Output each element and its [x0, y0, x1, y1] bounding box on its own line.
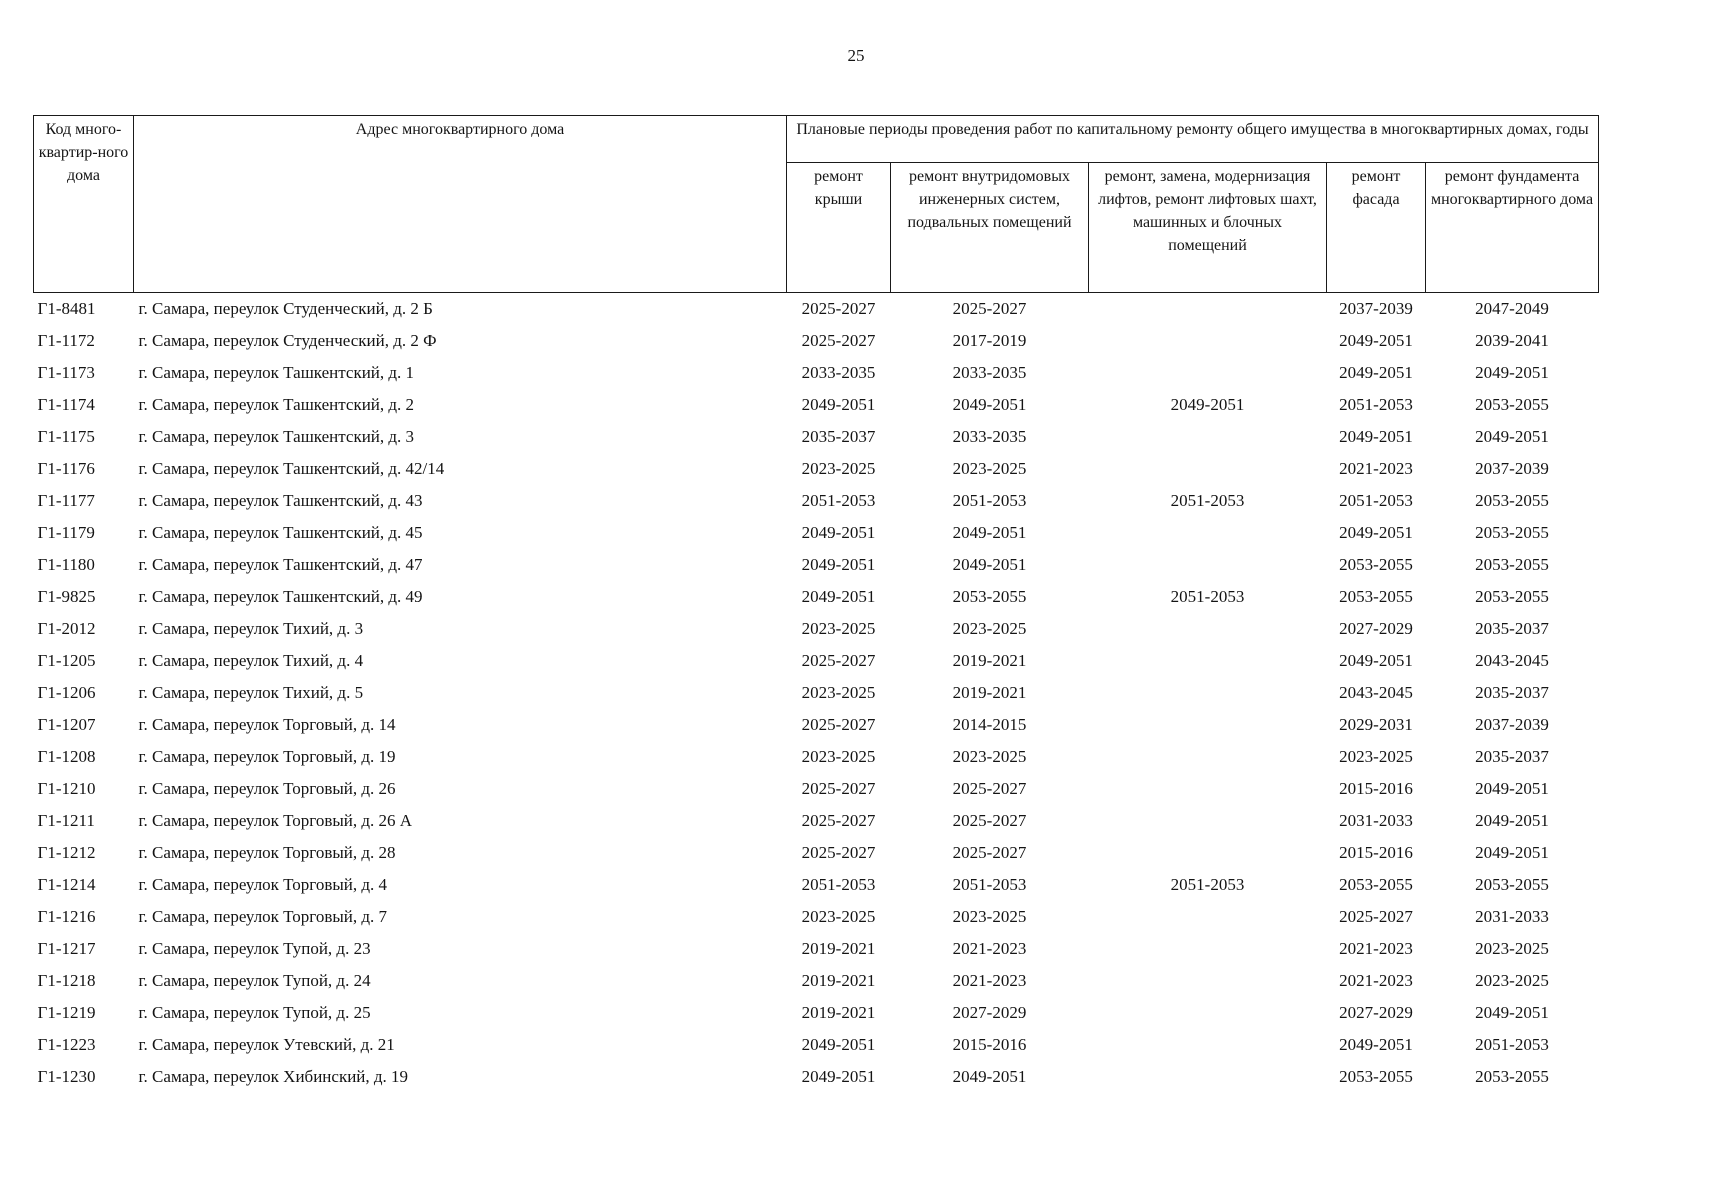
- elevator-period-cell: [1089, 837, 1327, 869]
- roof-period-cell: 2049-2051: [801, 523, 876, 542]
- elevator-period-cell: [1089, 901, 1327, 933]
- foundation-period-cell: 2037-2039: [1475, 459, 1549, 478]
- foundation-period-cell: 2023-2025: [1475, 971, 1549, 990]
- address-cell: г. Самара, переулок Торговый, д. 14: [138, 715, 396, 734]
- header-engineering-repair: ремонт внутридомовых инженерных систем, подвальных помещений: [891, 163, 1089, 293]
- facade-period-cell: 2051-2053: [1339, 491, 1413, 510]
- foundation-period-cell: 2053-2055: [1475, 555, 1549, 574]
- header-address: Адрес многоквартирного дома: [134, 116, 787, 293]
- address-cell: г. Самара, переулок Студенческий, д. 2 Ф: [138, 331, 437, 350]
- elevator-period-cell: [1089, 421, 1327, 453]
- address-cell: г. Самара, переулок Ташкентский, д. 3: [138, 427, 415, 446]
- page-number: 25: [847, 46, 865, 65]
- roof-period-cell: 2049-2051: [801, 1035, 876, 1054]
- roof-period-cell: 2049-2051: [801, 1067, 876, 1086]
- foundation-period-cell: 2031-2033: [1475, 907, 1549, 926]
- engineering-period-cell: 2021-2023: [952, 971, 1027, 990]
- table-row: [34, 805, 1599, 837]
- engineering-period-cell: 2021-2023: [952, 939, 1027, 958]
- engineering-period-cell: 2051-2053: [952, 875, 1027, 894]
- address-cell: г. Самара, переулок Тихий, д. 3: [138, 619, 364, 638]
- roof-period-cell: 2023-2025: [801, 619, 876, 638]
- engineering-period-cell: 2023-2025: [952, 907, 1027, 926]
- roof-period-cell: 2023-2025: [801, 907, 876, 926]
- roof-period-cell: 2025-2027: [801, 715, 876, 734]
- roof-period-cell: 2023-2025: [801, 683, 876, 702]
- table-body: [34, 293, 1599, 1094]
- facade-period-cell: 2049-2051: [1339, 523, 1413, 542]
- foundation-period-cell: 2051-2053: [1475, 1035, 1549, 1054]
- header-facade-repair: ремонт фасада: [1327, 163, 1426, 293]
- elevator-period-cell: [1089, 293, 1327, 326]
- roof-period-cell: 2025-2027: [801, 779, 876, 798]
- building-code-cell: Г1-1205: [37, 651, 96, 670]
- address-cell: г. Самара, переулок Торговый, д. 28: [138, 843, 396, 862]
- foundation-period-cell: 2043-2045: [1475, 651, 1549, 670]
- foundation-period-cell: 2023-2025: [1475, 939, 1549, 958]
- foundation-period-cell: 2053-2055: [1475, 587, 1549, 606]
- address-cell: г. Самара, переулок Торговый, д. 26: [138, 779, 396, 798]
- foundation-period-cell: 2053-2055: [1475, 875, 1549, 894]
- facade-period-cell: 2053-2055: [1339, 875, 1413, 894]
- table-row: [34, 837, 1599, 869]
- address-cell: г. Самара, переулок Ташкентский, д. 43: [138, 491, 423, 510]
- roof-period-cell: 2019-2021: [801, 971, 876, 990]
- address-cell: г. Самара, переулок Тупой, д. 25: [138, 1003, 371, 1022]
- building-code-cell: Г1-2012: [37, 619, 96, 638]
- address-cell: г. Самара, переулок Ташкентский, д. 49: [138, 587, 423, 606]
- header-building-code: Код много-квартир-ного дома: [34, 116, 134, 293]
- building-code-cell: Г1-1230: [37, 1067, 96, 1086]
- roof-period-cell: 2049-2051: [801, 555, 876, 574]
- foundation-period-cell: 2049-2051: [1475, 779, 1549, 798]
- elevator-period-cell: [1089, 805, 1327, 837]
- engineering-period-cell: 2033-2035: [952, 427, 1027, 446]
- table-row: [34, 997, 1599, 1029]
- roof-period-cell: 2023-2025: [801, 747, 876, 766]
- facade-period-cell: 2051-2053: [1339, 395, 1413, 414]
- address-cell: г. Самара, переулок Тихий, д. 5: [138, 683, 364, 702]
- elevator-period-cell: [1089, 709, 1327, 741]
- address-cell: г. Самара, переулок Тихий, д. 4: [138, 651, 364, 670]
- foundation-period-cell: 2049-2051: [1475, 843, 1549, 862]
- header-roof-repair: ремонт крыши: [787, 163, 891, 293]
- elevator-period-cell: 2049-2051: [1170, 395, 1245, 414]
- facade-period-cell: 2049-2051: [1339, 363, 1413, 382]
- roof-period-cell: 2025-2027: [801, 811, 876, 830]
- building-code-cell: Г1-1176: [37, 459, 95, 478]
- engineering-period-cell: 2025-2027: [952, 299, 1027, 318]
- engineering-period-cell: 2014-2015: [952, 715, 1027, 734]
- engineering-period-cell: 2049-2051: [952, 523, 1027, 542]
- address-cell: г. Самара, переулок Ташкентский, д. 45: [138, 523, 423, 542]
- elevator-period-cell: [1089, 1061, 1327, 1093]
- engineering-period-cell: 2015-2016: [952, 1035, 1027, 1054]
- facade-period-cell: 2015-2016: [1339, 843, 1413, 862]
- elevator-period-cell: 2051-2053: [1170, 875, 1245, 894]
- address-cell: г. Самара, переулок Торговый, д. 19: [138, 747, 396, 766]
- foundation-period-cell: 2035-2037: [1475, 683, 1549, 702]
- facade-period-cell: 2049-2051: [1339, 651, 1413, 670]
- table-row: [34, 901, 1599, 933]
- facade-period-cell: 2053-2055: [1339, 555, 1413, 574]
- facade-period-cell: 2049-2051: [1339, 1035, 1413, 1054]
- facade-period-cell: 2025-2027: [1339, 907, 1413, 926]
- table-row: [34, 773, 1599, 805]
- building-code-cell: Г1-1180: [37, 555, 95, 574]
- building-code-cell: Г1-1177: [37, 491, 95, 510]
- table-row: [34, 357, 1599, 389]
- roof-period-cell: 2023-2025: [801, 459, 876, 478]
- engineering-period-cell: 2019-2021: [952, 651, 1027, 670]
- foundation-period-cell: 2049-2051: [1475, 811, 1549, 830]
- repair-schedule-table: [33, 115, 1599, 1093]
- address-cell: г. Самара, переулок Тупой, д. 24: [138, 971, 371, 990]
- facade-period-cell: 2015-2016: [1339, 779, 1413, 798]
- roof-period-cell: 2033-2035: [801, 363, 876, 382]
- elevator-period-cell: [1089, 997, 1327, 1029]
- elevator-period-cell: [1089, 453, 1327, 485]
- table-row: [34, 933, 1599, 965]
- elevator-period-cell: [1089, 741, 1327, 773]
- roof-period-cell: 2025-2027: [801, 331, 876, 350]
- engineering-period-cell: 2049-2051: [952, 1067, 1027, 1086]
- foundation-period-cell: 2053-2055: [1475, 1067, 1549, 1086]
- engineering-period-cell: 2025-2027: [952, 811, 1027, 830]
- facade-period-cell: 2027-2029: [1339, 619, 1413, 638]
- facade-period-cell: 2021-2023: [1339, 971, 1413, 990]
- building-code-cell: Г1-1174: [37, 395, 95, 414]
- elevator-period-cell: [1089, 357, 1327, 389]
- table-row: [34, 741, 1599, 773]
- building-code-cell: Г1-1172: [37, 331, 95, 350]
- address-cell: г. Самара, переулок Хибинский, д. 19: [138, 1067, 409, 1086]
- table-row: [34, 965, 1599, 997]
- engineering-period-cell: 2023-2025: [952, 459, 1027, 478]
- building-code-cell: Г1-9825: [37, 587, 96, 606]
- building-code-cell: Г1-1179: [37, 523, 95, 542]
- engineering-period-cell: 2017-2019: [952, 331, 1027, 350]
- facade-period-cell: 2023-2025: [1339, 747, 1413, 766]
- address-cell: г. Самара, переулок Ташкентский, д. 1: [138, 363, 415, 382]
- elevator-period-cell: [1089, 1029, 1327, 1061]
- foundation-period-cell: 2053-2055: [1475, 523, 1549, 542]
- building-code-cell: Г1-1212: [37, 843, 96, 862]
- engineering-period-cell: 2019-2021: [952, 683, 1027, 702]
- building-code-cell: Г1-1218: [37, 971, 96, 990]
- table-row: [34, 389, 1599, 421]
- roof-period-cell: 2035-2037: [801, 427, 876, 446]
- facade-period-cell: 2049-2051: [1339, 331, 1413, 350]
- address-cell: г. Самара, переулок Ташкентский, д. 42/14: [138, 459, 445, 478]
- table-row: [34, 1029, 1599, 1061]
- address-cell: г. Самара, переулок Торговый, д. 26 А: [138, 811, 413, 830]
- engineering-period-cell: 2023-2025: [952, 747, 1027, 766]
- facade-period-cell: 2053-2055: [1339, 587, 1413, 606]
- facade-period-cell: 2043-2045: [1339, 683, 1413, 702]
- roof-period-cell: 2025-2027: [801, 299, 876, 318]
- address-cell: г. Самара, переулок Утевский, д. 21: [138, 1035, 395, 1054]
- table-row: [34, 517, 1599, 549]
- building-code-cell: Г1-1210: [37, 779, 96, 798]
- roof-period-cell: 2051-2053: [801, 875, 876, 894]
- engineering-period-cell: 2053-2055: [952, 587, 1027, 606]
- table-row: [34, 1061, 1599, 1093]
- facade-period-cell: 2027-2029: [1339, 1003, 1413, 1022]
- table-row: [34, 549, 1599, 581]
- facade-period-cell: 2049-2051: [1339, 427, 1413, 446]
- roof-period-cell: 2025-2027: [801, 651, 876, 670]
- table-row: [34, 421, 1599, 453]
- elevator-period-cell: [1089, 645, 1327, 677]
- building-code-cell: Г1-1211: [37, 811, 95, 830]
- engineering-period-cell: 2025-2027: [952, 843, 1027, 862]
- table-row: [34, 581, 1599, 613]
- foundation-period-cell: 2047-2049: [1475, 299, 1549, 318]
- facade-period-cell: 2037-2039: [1339, 299, 1413, 318]
- roof-period-cell: 2049-2051: [801, 587, 876, 606]
- building-code-cell: Г1-1173: [37, 363, 95, 382]
- table-row: [34, 613, 1599, 645]
- table-row: [34, 485, 1599, 517]
- table-row: [34, 709, 1599, 741]
- address-cell: г. Самара, переулок Тупой, д. 23: [138, 939, 371, 958]
- address-cell: г. Самара, переулок Торговый, д. 7: [138, 907, 388, 926]
- roof-period-cell: 2049-2051: [801, 395, 876, 414]
- engineering-period-cell: 2033-2035: [952, 363, 1027, 382]
- roof-period-cell: 2019-2021: [801, 939, 876, 958]
- table-row: [34, 645, 1599, 677]
- facade-period-cell: 2029-2031: [1339, 715, 1413, 734]
- roof-period-cell: 2019-2021: [801, 1003, 876, 1022]
- building-code-cell: Г1-1175: [37, 427, 95, 446]
- engineering-period-cell: 2025-2027: [952, 779, 1027, 798]
- header-elevator-repair: ремонт, замена, модернизация лифтов, ремонт лифтовых шахт, машинных и блочных помещений: [1089, 163, 1327, 293]
- address-cell: г. Самара, переулок Ташкентский, д. 2: [138, 395, 415, 414]
- foundation-period-cell: 2037-2039: [1475, 715, 1549, 734]
- elevator-period-cell: [1089, 933, 1327, 965]
- table-row: [34, 293, 1599, 326]
- building-code-cell: Г1-1208: [37, 747, 96, 766]
- elevator-period-cell: [1089, 549, 1327, 581]
- building-code-cell: Г1-8481: [37, 299, 96, 318]
- facade-period-cell: 2053-2055: [1339, 1067, 1413, 1086]
- elevator-period-cell: [1089, 517, 1327, 549]
- building-code-cell: Г1-1223: [37, 1035, 96, 1054]
- engineering-period-cell: 2049-2051: [952, 555, 1027, 574]
- elevator-period-cell: [1089, 965, 1327, 997]
- elevator-period-cell: 2051-2053: [1170, 587, 1245, 606]
- roof-period-cell: 2025-2027: [801, 843, 876, 862]
- foundation-period-cell: 2049-2051: [1475, 363, 1549, 382]
- roof-period-cell: 2051-2053: [801, 491, 876, 510]
- foundation-period-cell: 2035-2037: [1475, 747, 1549, 766]
- engineering-period-cell: 2023-2025: [952, 619, 1027, 638]
- elevator-period-cell: [1089, 677, 1327, 709]
- building-code-cell: Г1-1206: [37, 683, 96, 702]
- building-code-cell: Г1-1207: [37, 715, 96, 734]
- facade-period-cell: 2021-2023: [1339, 459, 1413, 478]
- address-cell: г. Самара, переулок Ташкентский, д. 47: [138, 555, 423, 574]
- foundation-period-cell: 2053-2055: [1475, 491, 1549, 510]
- engineering-period-cell: 2027-2029: [952, 1003, 1027, 1022]
- elevator-period-cell: [1089, 773, 1327, 805]
- header-planned-periods: Плановые периоды проведения работ по капитальному ремонту общего имущества в многоквартирных домах, годы: [787, 116, 1599, 163]
- building-code-cell: Г1-1219: [37, 1003, 96, 1022]
- address-cell: г. Самара, переулок Торговый, д. 4: [138, 875, 388, 894]
- foundation-period-cell: 2053-2055: [1475, 395, 1549, 414]
- foundation-period-cell: 2039-2041: [1475, 331, 1549, 350]
- facade-period-cell: 2031-2033: [1339, 811, 1413, 830]
- table-row: [34, 325, 1599, 357]
- table-row: [34, 453, 1599, 485]
- engineering-period-cell: 2051-2053: [952, 491, 1027, 510]
- foundation-period-cell: 2035-2037: [1475, 619, 1549, 638]
- building-code-cell: Г1-1214: [37, 875, 96, 894]
- engineering-period-cell: 2049-2051: [952, 395, 1027, 414]
- address-cell: г. Самара, переулок Студенческий, д. 2 Б: [138, 299, 433, 318]
- elevator-period-cell: 2051-2053: [1170, 491, 1245, 510]
- building-code-cell: Г1-1216: [37, 907, 96, 926]
- building-code-cell: Г1-1217: [37, 939, 96, 958]
- elevator-period-cell: [1089, 325, 1327, 357]
- facade-period-cell: 2021-2023: [1339, 939, 1413, 958]
- header-foundation-repair: ремонт фундамента многоквартирного дома: [1426, 163, 1599, 293]
- foundation-period-cell: 2049-2051: [1475, 1003, 1549, 1022]
- foundation-period-cell: 2049-2051: [1475, 427, 1549, 446]
- elevator-period-cell: [1089, 613, 1327, 645]
- table-row: [34, 677, 1599, 709]
- table-row: [34, 869, 1599, 901]
